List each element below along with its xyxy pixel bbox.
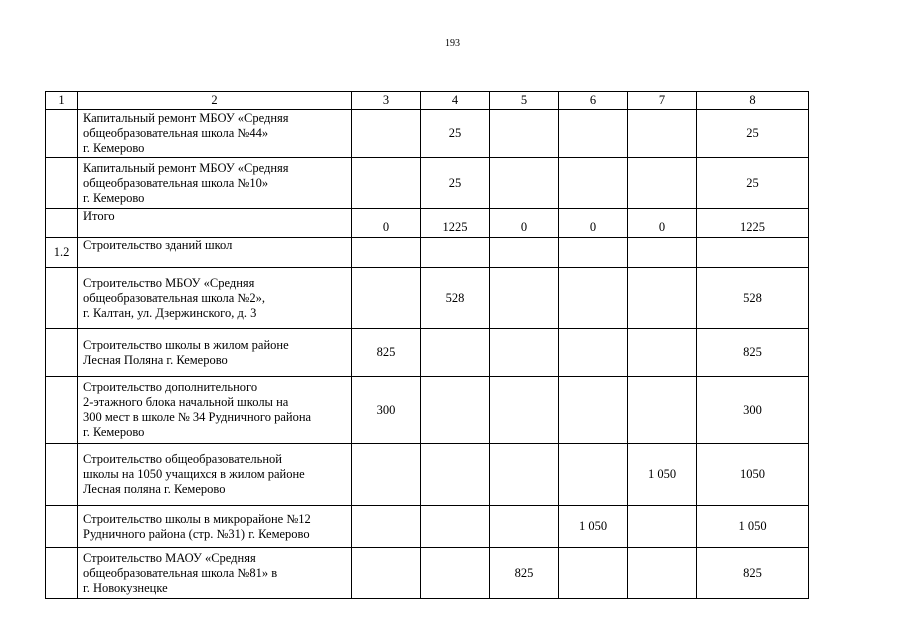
value-cell-c4: 25 — [421, 110, 490, 158]
value-cell-c6 — [559, 329, 628, 377]
value-cell-c5 — [490, 238, 559, 268]
row-number-cell — [46, 329, 78, 377]
value-cell-c4 — [421, 548, 490, 599]
description-cell: Строительство МБОУ «Средняя общеобразовательная школа №2», г. Калтан, ул. Дзержинского, д. 3 — [78, 268, 352, 329]
value-cell-c3 — [352, 110, 421, 158]
value-cell-c5 — [490, 444, 559, 506]
value-cell-c7 — [628, 110, 697, 158]
header-cell: 1 — [46, 92, 78, 110]
value-cell-c6 — [559, 238, 628, 268]
row-number-cell — [46, 548, 78, 599]
value-cell-c8: 25 — [697, 158, 809, 209]
header-cell: 4 — [421, 92, 490, 110]
value-cell-c6 — [559, 444, 628, 506]
value-cell-c4: 25 — [421, 158, 490, 209]
value-cell-c7 — [628, 158, 697, 209]
description-cell: Строительство МАОУ «Средняя общеобразовательная школа №81» в г. Новокузнецке — [78, 548, 352, 599]
row-number-cell — [46, 110, 78, 158]
row-number-cell — [46, 444, 78, 506]
table-row — [46, 209, 809, 238]
funding-table — [45, 91, 809, 599]
value-cell-c3 — [352, 548, 421, 599]
value-cell-c8 — [697, 238, 809, 268]
value-cell-c4 — [421, 506, 490, 548]
value-cell-c3: 825 — [352, 329, 421, 377]
value-cell-c6 — [559, 377, 628, 444]
value-cell-c8: 1 050 — [697, 506, 809, 548]
value-cell-c6: 1 050 — [559, 506, 628, 548]
description-cell: Капитальный ремонт МБОУ «Средняя общеобразовательная школа №10» г. Кемерово — [78, 158, 352, 209]
value-cell-c4 — [421, 238, 490, 268]
value-cell-c5 — [490, 329, 559, 377]
row-number-cell — [46, 268, 78, 329]
table-row — [46, 268, 809, 329]
value-cell-c4: 528 — [421, 268, 490, 329]
header-cell: 5 — [490, 92, 559, 110]
value-cell-c5 — [490, 377, 559, 444]
table-row — [46, 158, 809, 209]
value-cell-c8: 300 — [697, 377, 809, 444]
description-cell: Строительство школы в жилом районе Лесная Поляна г. Кемерово — [78, 329, 352, 377]
header-cell: 2 — [78, 92, 352, 110]
table-row — [46, 329, 809, 377]
table-row — [46, 548, 809, 599]
row-number-cell — [46, 158, 78, 209]
value-cell-c5: 0 — [490, 209, 559, 238]
description-cell: Капитальный ремонт МБОУ «Средняя общеобразовательная школа №44» г. Кемерово — [78, 110, 352, 158]
value-cell-c7 — [628, 548, 697, 599]
value-cell-c5 — [490, 110, 559, 158]
value-cell-c6 — [559, 268, 628, 329]
value-cell-c6 — [559, 548, 628, 599]
value-cell-c8: 825 — [697, 548, 809, 599]
table-row — [46, 238, 809, 268]
value-cell-c5 — [490, 506, 559, 548]
value-cell-c3 — [352, 158, 421, 209]
value-cell-c6: 0 — [559, 209, 628, 238]
value-cell-c5: 825 — [490, 548, 559, 599]
value-cell-c7 — [628, 506, 697, 548]
value-cell-c5 — [490, 158, 559, 209]
description-cell: Строительство дополнительного 2-этажного блока начальной школы на 300 мест в школе № 34 Рудничного района г. Кемерово — [78, 377, 352, 444]
value-cell-c3 — [352, 506, 421, 548]
value-cell-c3 — [352, 444, 421, 506]
value-cell-c3 — [352, 268, 421, 329]
table-row — [46, 506, 809, 548]
row-number-cell — [46, 377, 78, 444]
value-cell-c3: 0 — [352, 209, 421, 238]
value-cell-c3: 300 — [352, 377, 421, 444]
table-row — [46, 377, 809, 444]
row-number-cell: 1.2 — [46, 238, 78, 268]
header-cell: 7 — [628, 92, 697, 110]
value-cell-c4: 1225 — [421, 209, 490, 238]
header-cell: 6 — [559, 92, 628, 110]
table-row — [46, 110, 809, 158]
value-cell-c4 — [421, 377, 490, 444]
value-cell-c7 — [628, 329, 697, 377]
value-cell-c4 — [421, 329, 490, 377]
page-number: 193 — [445, 38, 460, 49]
row-number-cell — [46, 506, 78, 548]
value-cell-c4 — [421, 444, 490, 506]
value-cell-c6 — [559, 158, 628, 209]
value-cell-c3 — [352, 238, 421, 268]
value-cell-c8: 825 — [697, 329, 809, 377]
row-number-cell — [46, 209, 78, 238]
description-cell: Строительство общеобразовательной школы на 1050 учащихся в жилом районе Лесная поляна г. Кемерово — [78, 444, 352, 506]
value-cell-c5 — [490, 268, 559, 329]
header-row — [46, 92, 809, 110]
value-cell-c8: 25 — [697, 110, 809, 158]
header-cell: 8 — [697, 92, 809, 110]
value-cell-c8: 528 — [697, 268, 809, 329]
value-cell-c7 — [628, 238, 697, 268]
value-cell-c8: 1225 — [697, 209, 809, 238]
description-cell: Строительство зданий школ — [78, 238, 352, 268]
table-row — [46, 444, 809, 506]
header-cell: 3 — [352, 92, 421, 110]
value-cell-c7 — [628, 268, 697, 329]
value-cell-c7: 1 050 — [628, 444, 697, 506]
description-cell: Итого — [78, 209, 352, 238]
value-cell-c7: 0 — [628, 209, 697, 238]
value-cell-c8: 1050 — [697, 444, 809, 506]
value-cell-c7 — [628, 377, 697, 444]
description-cell: Строительство школы в микрорайоне №12 Рудничного района (стр. №31) г. Кемерово — [78, 506, 352, 548]
value-cell-c6 — [559, 110, 628, 158]
